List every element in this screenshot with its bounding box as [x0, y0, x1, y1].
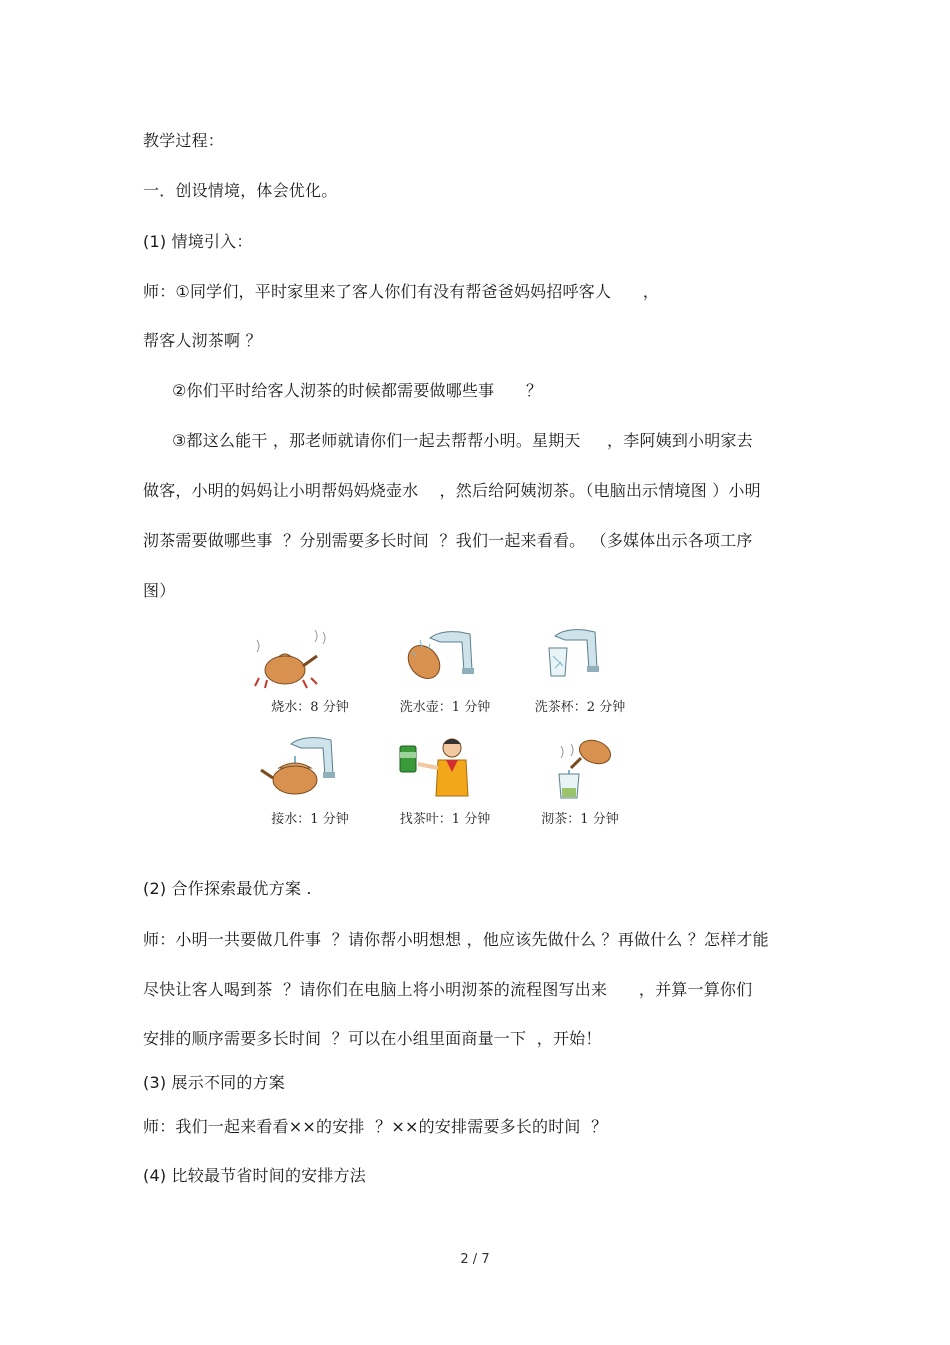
step-card [515, 622, 645, 722]
page-number: 2 / 7 [460, 1252, 490, 1267]
paragraph-line: ②你们平时给客人沏茶的时候都需要做哪些事 ？ [172, 381, 543, 400]
step-caption: 洗水壶：1 分钟 [399, 700, 491, 715]
step-card [380, 734, 510, 834]
step-card [245, 622, 375, 722]
heading-1: 一．创设情境，体会优化。 [143, 181, 338, 200]
wash-kettle-icon [380, 622, 510, 696]
step-card [245, 734, 375, 834]
kettle-boiling-icon [245, 622, 375, 696]
step-card [515, 734, 645, 834]
paragraph-line: ③都这么能干 ，那老师就请你们一起去帮帮小明。星期天 ，李阿姨到小明家去 [172, 431, 753, 450]
paragraph-line: 做客，小明的妈妈让小明帮妈妈烧壶水 ，然后给阿姨沏茶。（电脑出示情境图 ）小明 [143, 481, 761, 500]
step-caption: 找茶叶：1 分钟 [399, 812, 491, 827]
step-caption: 洗茶杯：2 分钟 [534, 700, 626, 715]
paragraph-line: 图） [143, 581, 176, 600]
paragraph-line: 沏茶需要做哪些事 ？分别需要多长时间 ？我们一起来看看。 （多媒体出示各项工序 [143, 531, 753, 550]
step-caption: 烧水：8 分钟 [271, 700, 349, 715]
step-caption: 沏茶：1 分钟 [541, 812, 619, 827]
fetch-water-icon [245, 734, 375, 808]
subheading-2: (2) 合作探索最优方案 . [143, 879, 312, 898]
subheading-1: (1) 情境引入： [143, 232, 253, 251]
paragraph-line: 帮客人沏茶啊 ？ [143, 331, 262, 350]
step-caption: 接水：1 分钟 [271, 812, 349, 827]
paragraph-line: 师：①同学们，平时家里来了客人你们有没有帮爸爸妈妈招呼客人 ， [143, 282, 660, 301]
tea-process-figure [245, 622, 645, 837]
paragraph-line: 安排的顺序需要多长时间 ？可以在小组里面商量一下 ，开始！ [143, 1029, 602, 1048]
paragraph-line: 师：小明一共要做几件事 ？请你帮小明想想 ，他应该先做什么 ？再做什么 ？怎样才能 [143, 930, 769, 949]
wash-cup-icon [515, 622, 645, 696]
subheading-3: (3) 展示不同的方案 [143, 1073, 285, 1092]
find-tea-icon [380, 734, 510, 808]
paragraph-line: 尽快让客人喝到茶 ？请你们在电脑上将小明沏茶的流程图写出来 ，并算一算你们 [143, 980, 753, 999]
step-card [380, 622, 510, 722]
section-title: 教学过程： [143, 131, 225, 150]
paragraph-line: 师：我们一起来看看××的安排 ？××的安排需要多长的时间 ？ [143, 1117, 608, 1136]
make-tea-icon [515, 734, 645, 808]
subheading-4: (4) 比较最节省时间的安排方法 [143, 1166, 366, 1185]
